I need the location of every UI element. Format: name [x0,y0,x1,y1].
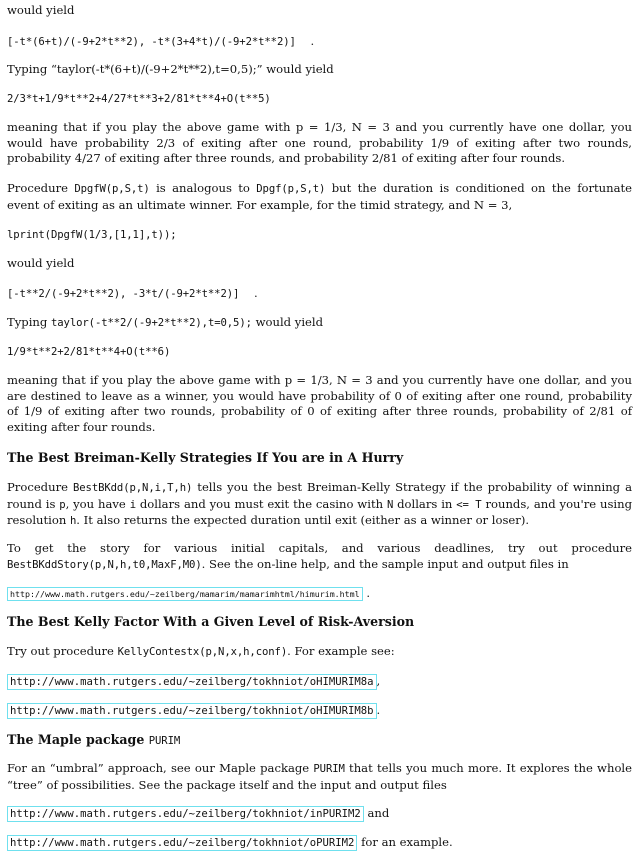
text: . For example see: [287,644,395,658]
inpurim2-link[interactable]: http://www.math.rutgers.edu/~zeilberg/tokhniot/inPURIM2 [7,806,364,822]
text: tells you the best Breiman-Kelly Strategy if the probability of winning a round is [7,480,632,511]
link-line [7,586,632,602]
inline-code: PURIM [148,735,181,747]
text-line: would yield [7,256,75,270]
paragraph [7,181,632,213]
link-line [7,703,632,719]
code-output: 1/9*t**2+2/81*t**4+O(t**6) [7,346,171,358]
inline-code: KellyContestx(p,N,x,h,conf) [117,646,288,658]
text: Procedure [7,480,68,494]
text: but the duration is conditioned on the fortunate event of exiting as an ultimate winner. For example, for the timid strategy, and N = 3, [7,181,633,212]
section-heading: The Best Kelly Factor With a Given Level of Risk-Aversion [7,614,415,629]
text: is analogous to [156,181,250,195]
text: that tells you much more. It explores the whole “tree” of possibilities. See the package itself and the input and output files [7,761,632,792]
paragraph: meaning that if you play the above game with p = 1/3, N = 3 and you currently have one dollar, you would have probability 2/3 of exiting after one round, probability 1/9 of exiting after two rounds, probability 4/27 of exiting after three rounds, and probability 2/81 of exiting after four rounds. [7,120,632,166]
text: Typing [7,315,48,329]
inline-code: BestBKdd(p,N,i,T,h) [72,482,193,494]
link-line [7,674,632,690]
text: dollars and you must exit the casino with [139,496,384,511]
link-line [7,835,632,851]
link-line [7,806,632,822]
text: Try out procedure [7,644,114,658]
inline-code: BestBKddStory(p,N,h,t0,MaxF,M0) [7,558,202,571]
heading-text: The Maple package [7,732,145,747]
paragraph [7,761,632,793]
paragraph: meaning that if you play the above game with p = 1/3, N = 3 and you currently have one dollar, and you are destined to leave as a winner, you would have probability of 0 of exiting after one round, probability of 1/9 of exiting after two rounds, probability of 0 of exiting after three rounds, probability of 2/81 of exiting after four rounds. [7,373,632,434]
text: , you have [65,496,126,511]
inline-code: taylor(-t**2/(-9+2*t**2),t=0,5); [51,317,252,329]
punctuation: , [376,674,381,688]
text: . It also returns the expected duration until exit (either as a winner or loser). [76,513,530,528]
text: would yield [255,315,324,329]
punctuation: . [366,586,371,600]
text: . See the on-line help, and the sample input and output files in [201,556,569,571]
code-output: [-t*(6+t)/(-9+2*t**2), -t*(3+4*t)/(-9+2*t**2)] [7,36,296,48]
inline-code: p [59,498,66,511]
text: dollars in [397,496,453,511]
punctuation: . [376,703,381,717]
text: rounds, and you're using resolution [7,496,632,528]
inline-code: i [129,498,136,511]
punctuation: . [310,34,315,48]
code-output: 2/3*t+1/9*t**2+4/27*t**3+2/81*t**4+O(t**5) [7,93,271,105]
ohimurim8a-link[interactable]: http://www.math.rutgers.edu/~zeilberg/tokhniot/oHIMURIM8a [7,674,377,690]
text-line: would yield [7,3,75,17]
opurim2-link[interactable]: http://www.math.rutgers.edu/~zeilberg/tokhniot/oPURIM2 [7,835,357,851]
paragraph [7,541,632,573]
inline-code: N [386,498,394,511]
text-line [7,315,632,332]
inline-code: h [70,515,77,528]
code-input: lprint(DpgfW(1/3,[1,1],t)); [7,229,177,241]
text-line [7,644,632,661]
typing-instruction: Typing “taylor(-t*(6+t)/(-9+2*t**2),t=0,5);” would yield [7,62,334,76]
section-heading [7,732,632,750]
inline-code: PURIM [313,763,345,775]
text: for an example. [361,835,453,849]
text: For an “umbral” approach, see our Maple package [7,761,310,775]
paragraph [7,480,632,530]
punctuation: . [254,286,258,300]
code-output: [-t**2/(-9+2*t**2), -3*t/(-9+2*t**2)] [7,288,240,300]
text: and [367,806,390,820]
inline-code: <= T [456,498,482,511]
inline-code: Dpgf(p,S,t) [256,183,326,195]
himurim-link[interactable]: http://www.math.rutgers.edu/~zeilberg/mamarim/mamarimhtml/himurim.html [7,587,363,601]
text: To get the story for various initial capitals, and various deadlines, try out procedure [7,541,632,555]
inline-code: DpgfW(p,S,t) [74,183,150,195]
code-output-line [7,34,632,51]
text: Procedure [7,181,68,195]
text-line [7,62,632,78]
ohimurim8b-link[interactable]: http://www.math.rutgers.edu/~zeilberg/tokhniot/oHIMURIM8b [7,703,377,719]
section-heading: The Best Breiman-Kelly Strategies If You are in A Hurry [7,450,404,465]
code-output-line [7,286,632,303]
